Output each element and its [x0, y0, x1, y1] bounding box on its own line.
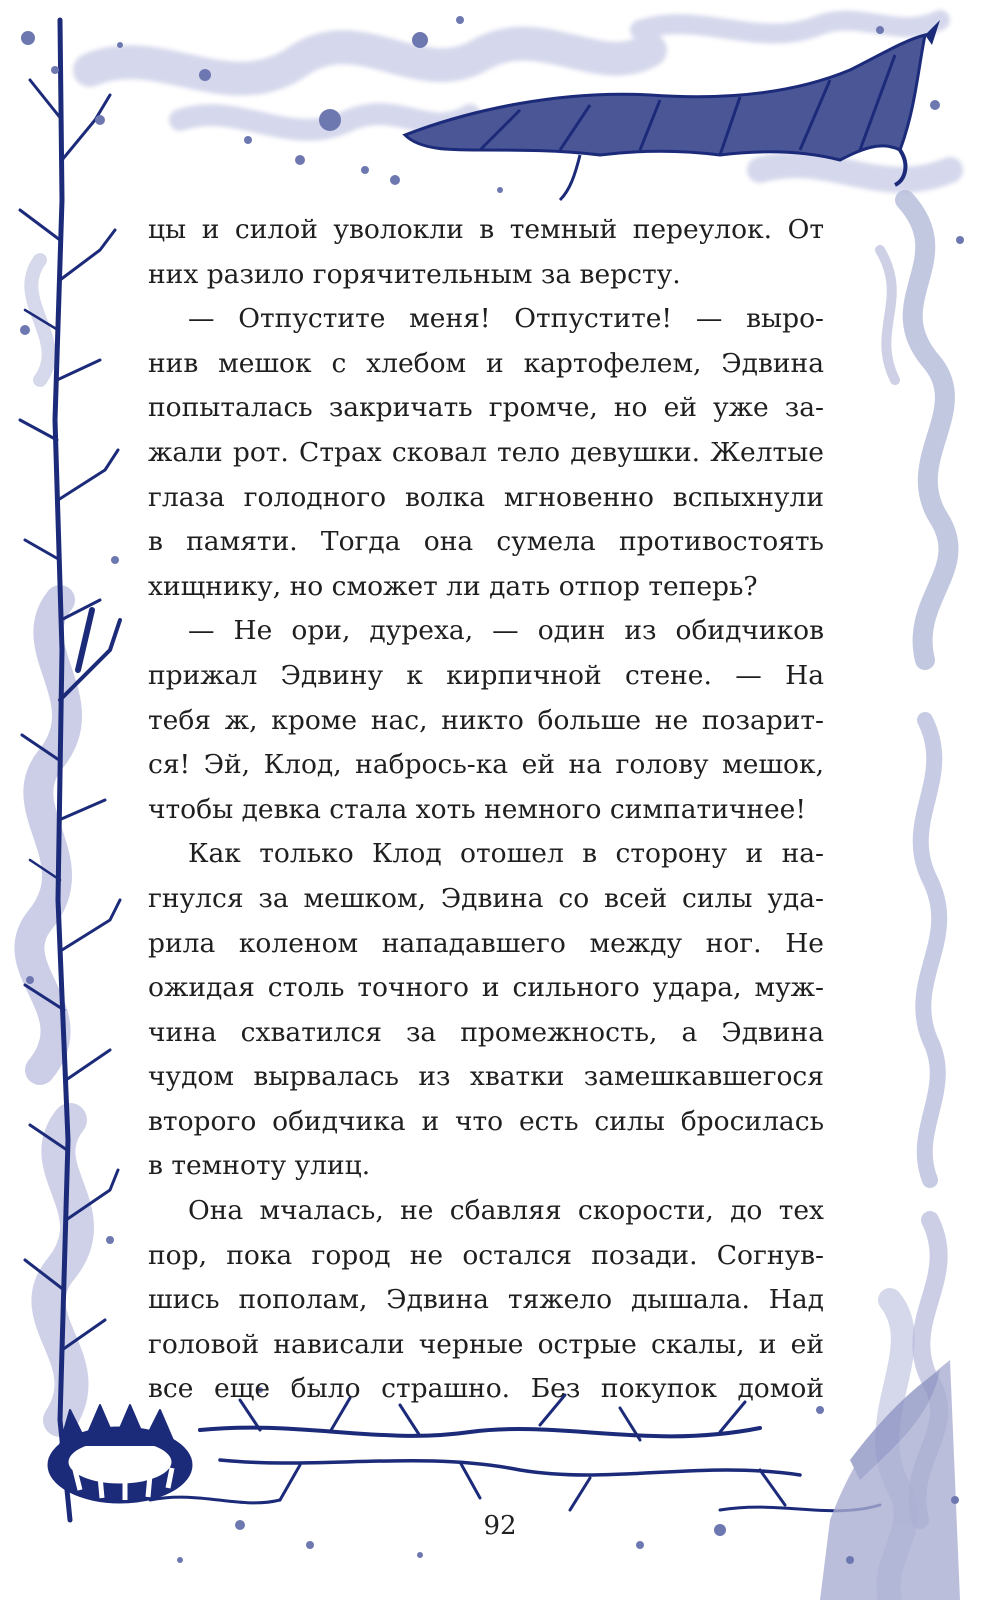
text-line: хищнику, но сможет ли дать отпор теперь?	[148, 570, 758, 602]
text-line: в темноту улиц.	[148, 1150, 371, 1182]
text-line: прижал Эдвину к кирпичной стене. — На	[148, 659, 824, 691]
text-line: все еще было страшно. Без покупок домой	[148, 1373, 824, 1405]
text-line: — Не ори, дуреха, — один из обидчиков	[188, 615, 824, 647]
crown-emblem	[48, 1405, 192, 1503]
text-line: жали рот. Страх сковал тело девушки. Желтые	[148, 436, 824, 468]
text-line: Как только Клод отошел в сторону и на-	[188, 838, 824, 870]
text-line: пор, пока город не остался позади. Согнув-	[148, 1239, 824, 1271]
text-line: второго обидчика и что есть силы бросилась	[148, 1105, 824, 1137]
text-line: рила коленом нападавшего между ног. Не	[148, 927, 824, 959]
text-line: чудом вырвалась из хватки замешкавшегося	[148, 1061, 824, 1093]
page-number: 92	[450, 1509, 550, 1543]
text-line: головой нависали черные острые скалы, и ей	[148, 1328, 824, 1360]
text-line: шись пополам, Эдвина тяжело дышала. Над	[148, 1284, 824, 1316]
text-line: Она мчалась, не сбавляя скорости, до тех	[188, 1195, 824, 1227]
text-line: тебя ж, кроме нас, никто больше не позарит-	[148, 704, 824, 736]
text-line: ся! Эй, Клод, набрось-ка ей на голову мешок,	[148, 749, 824, 781]
text-line: них разило горячительным за версту.	[148, 258, 681, 290]
text-line: цы и силой уволокли в темный переулок. От	[148, 214, 824, 245]
text-line: нив мешок с хлебом и картофелем, Эдвина	[148, 347, 824, 379]
text-line: чина схватился за промежность, а Эдвина	[148, 1016, 824, 1048]
text-line: чтобы девка стала хоть немного симпатичнее!	[148, 793, 807, 825]
branches-bottom	[150, 1395, 880, 1511]
text-line: ожидая столь точного и сильного удара, муж-	[148, 972, 824, 1004]
text-line: — Отпустите меня! Отпустите! — выро-	[188, 303, 824, 335]
body-text	[148, 208, 824, 1412]
text-line: гнулся за мешком, Эдвина со всей силы уда-	[148, 882, 824, 914]
text-line: в памяти. Тогда она сумела противостоять	[148, 526, 824, 558]
text-line: глаза голодного волка мгновенно вспыхнули	[148, 481, 824, 513]
text-line: попыталась закричать громче, но ей уже за-	[148, 392, 824, 424]
